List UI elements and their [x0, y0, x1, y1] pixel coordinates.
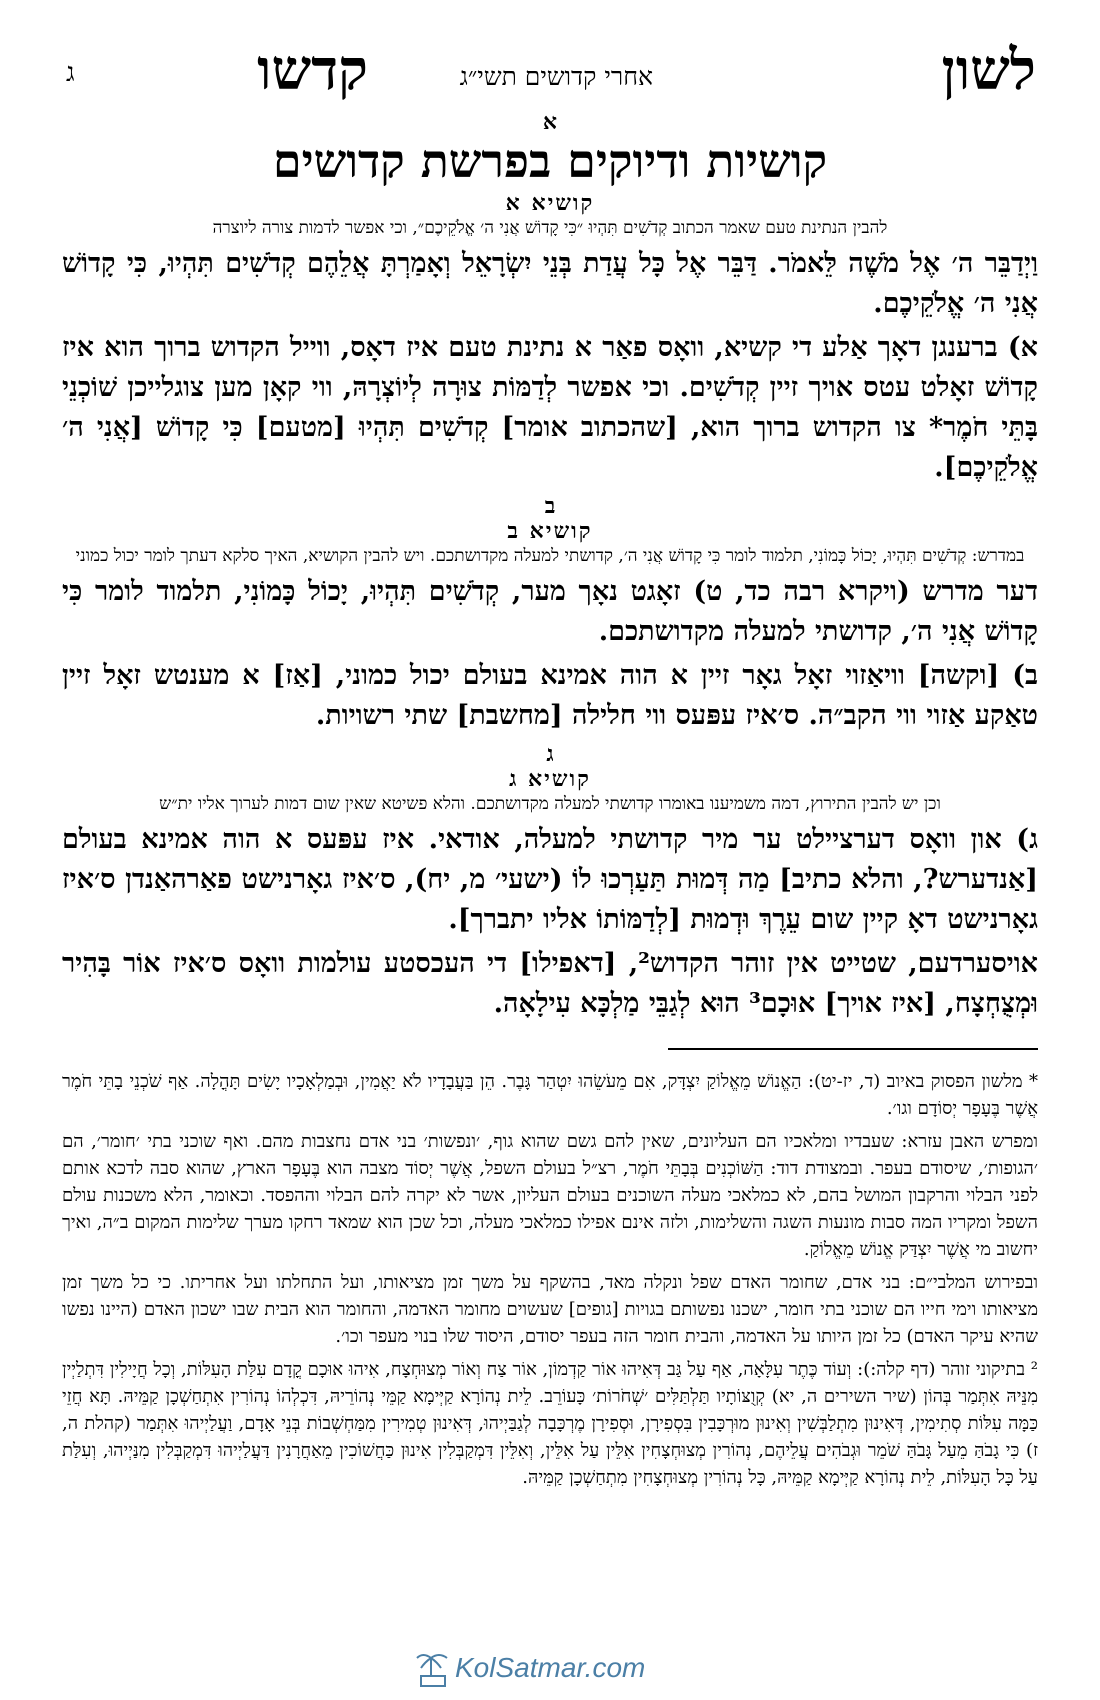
palm-tree-icon — [415, 1648, 449, 1688]
kushya-summary-b: במדרש: קְדֹשִׁים תִּהְיוּ, יָכוֹל כָּמוֹנִי, תלמוד לומר כִּי קָדוֹשׁ אֲנִי ה׳, קדושתי למעלה מקדושתכם. ויש להבין הקושיא, האיך סלקא דעתך לומר יכול כמוני — [75, 546, 1025, 566]
paragraph-b-2: ב) [וקשה] וויאַזוי זאָל גאָר זיין א הוה אמינא בעולם יכול כמוני, [אַז] א מענטש זאָל זיין טאַקע אַזוי ווי הקב״ה. ס׳איז עפּעס ווי חלילה [מחשבת] שתי רשויות. — [62, 660, 1038, 731]
parsha-subtitle: אחרי קדושים תשי״ג — [459, 62, 653, 91]
footnote-1: * מלשון הפסוק באיוב (ד, יז-יט): הַאֱנוֹשׁ מֵאֱלוֹקַ יִצְדָּק, אִם מֵעֹשֵׂהוּ יִטְהַר גָּבֶר. הֵן בַּעֲבָדָיו לֹא יַאֲמִין, וּבְמַלְאָכָיו יָשִׂים תָּהֳלָה. אַף שֹׁכְנֵי בָתֵּי חֹמֶר אֲשֶׁר בֶּעָפָר יְסוֹדָם וגו׳. — [62, 1071, 1038, 1119]
verse-text: וַיְדַבֵּר ה׳ אֶל מֹשֶׁה לֵּאמֹר. דַּבֵּר אֶל כָּל עֲדַת בְּנֵי יִשְׂרָאֵל וְאָמַרְתָּ אֲלֵהֶם קְדֹשִׁים תִּהְיוּ, כִּי קָדוֹשׁ אֲנִי ה׳ אֱלֹקֵיכֶם. — [62, 248, 1038, 319]
kushya-summary-a: להבין הנתינת טעם שאמר הכתוב קְדֹשִׁים תִּהְיוּ ״כִּי קָדוֹשׁ אֲנִי ה׳ אֱלֹקֵיכֶם״, וכי אפשר לדמות צורה ליוצרה — [212, 218, 888, 238]
footnote-4: ² בתיקוני זוהר (דף קלה:): וְעוֹד כֶּתֶר עִלָּאָה, אַף עַל גַּב דְּאִיהוּ אוֹר קַדְמוֹן, אוֹר צַח וְאוֹר מְצוּחְצָח, אִיהוּ אוּכָם קֳדָם עִלַּת הָעִלּוֹת, וְכָל חֲיָילִין דִּתְלַיְין מִנֵּיהּ אִתְּמַר בְּהוֹן (שיר השירים ה, יא) קְוֻצּוֹתָיו תַּלְתַּלִּים ׳שְׁחֹרוֹת׳ כָּעוֹרֵב. לֵית נְהוֹרָא קַיְּימָא קַמֵּי נְהוֹרֵיהּ, דִּכְלְהוֹ נְהוֹרִין אִתְחַשְׁכָן קַמֵּיהּ. תָּא חֲזֵי כַּמָּה עִלּוֹת סְתִימִין, דְּאִינוּן מִתְלַבְּשִׁין וְאִינוּן מוּרְכָּבִין בִּסְפִירָן, וּסְפִירָן מֶרְכָּבָה לְגַבַּיְיהוּ, דְּאִינוּן טְמִירִין מִמַּחְשְׁבוֹת בְּנֵי אָדָם, וַעֲלַיְיהוּ אִתְּמַר (קהלת ה, ז) כִּי גָבֹהַּ מֵעַל גָּבֹהַּ שֹׁמֵר וּגְבֹהִים עֲלֵיהֶם, נְהוֹרִין מְצוּחְצָחִין אִלֵּין עַל אִלֵּין, וְאִלֵּין דִּמְקַבְּלִין אִינוּן כַּחֲשׁוֹכִין מֵאַחֲרָנִין דַּעֲלַיְיהוּ דִּמְקַבְּלִין מִנַּיְיהוּ, וְעִלַּת עַל כָּל הָעִלּוֹת, לֵית נְהוֹרָא קַיְּימָא קַמֵּיהּ, כָּל נְהוֹרִין מְצוּחְצָחִין מִתְחַשְׁכָן קַמֵּיהּ. — [62, 1359, 1038, 1488]
watermark-text: KolSatmar.com — [455, 1652, 646, 1683]
kushya-heading-b: קושיא ב — [507, 518, 593, 544]
footnote-2: ומפרש האבן עזרא: שעבדיו ומלאכיו הם העליונים, שאין להם גשם שהוא גוף, ׳ונפשות׳ בני אדם נחצבות מהם. ואף שוכני בתי ׳חומר׳, הם ׳הגופות׳, שיסודם בעפר. ובמצודת דוד: הַשּׁוֹכְנִים בְּבָתֵּי חֹמֶר, רצ״ל בעולם השפל, אֲשֶׁר יְסוֹד מצבה הוא בֶּעָפָר הארץ, שהוא סבה לדכא אותם לפני הבלוי והרקבון המושל בהם, לא כמלאכי מעלה השוכנים בעולם העליון, אשר לא יקרה להם הבלוי וההפסד. וכאומר, הלא משכנות עולם השפל ומקריו המה סבות מונעות השגה והשלימות, ולזה אינם אפילו כמלאכי מעלה, וכל שכן הוא שמאד רחקו מערך שלימות המקום ב״ה, ואיך יחשוב מי אֲשֶׁר יִצְדַּק אֱנוֹשׁ מֵאֱלוֹקַ. — [62, 1131, 1038, 1260]
kushya-heading-g: קושיא ג — [509, 766, 591, 792]
main-title: קושיות ודיוקים בפרשת קדושים — [272, 134, 828, 188]
kushya-heading-a: קושיא א — [505, 190, 595, 216]
paragraph-b-1: דער מדרש (ויקרא רבה כד, ט) זאָגט נאָך מער, קְדֹשִׁים תִּהְיוּ, יָכוֹל כָּמוֹנִי, תלמוד לומר כִּי קָדוֹשׁ אֲנִי ה׳, קדושתי למעלה מקדושתכם. — [62, 576, 1038, 647]
page-number: ג — [66, 58, 75, 88]
footnote-divider — [668, 1048, 1038, 1050]
page-header — [62, 37, 1038, 110]
kolsatmar-logo — [415, 1648, 645, 1688]
paragraph-a: א) ברענגן דאָך אַלע די קשיא, וואָס פאַר א נתינת טעם איז דאָס, ווייל הקדוש ברוך הוא איז קָדוֹשׁ זאָלט עטס אויך זיין קְדֹשִׁים. וכי אפשר לְדַמּוֹת צוּרָה לְיוֹצְרָהּ, ווי קאָן מען צוגלייכן שׁוֹכְנֵי בָּתֵּי חֹמֶר* צו הקדוש ברוך הוא, [שהכתוב אומר] קְדֹשִׁים תִּהְיוּ [מטעם] כִּי קָדוֹשׁ [אֲנִי ה׳ אֱלֹקֵיכֶם]. — [62, 332, 1038, 483]
kushya-summary-g: וכן יש להבין התירוץ, דמה משמיענו באומרו קדושתי למעלה מקדושתכם. והלא פשיטא שאין שום דמות לערוך אליו ית״ש — [159, 794, 941, 814]
paragraph-g-1: ג) און וואָס דערציילט ער מיר קדושתי למעלה, אודאי. איז עפּעס א הוה אמינא בעולם [אַנדערש?, והלא כתיב] מַה דְּמוּת תַּעַרְכוּ לוֹ (ישעי׳ מ, יח), ס׳איז גאָרנישט פאַרהאַנדן ס׳איז גאָרנישט דאָ קיין שום עֵרֶךְ וּדְמוּת [לְדַמּוֹתוֹ אליו יתברך]. — [62, 824, 1038, 935]
paragraph-g-2: אויסערדעם, שטייט אין זוהר הקדוש², [דאפילו] די העכסטע עולמות וואָס ס׳איז אוֹר בָּהִיר וּמְצֻחְצָח, [איז אויך] אוּכָם³ הוּא לְגַבֵּי מַלְכָּא עִילָאָה. — [62, 948, 1038, 1019]
book-title-word-2: קדשו — [257, 37, 368, 103]
footnote-3: ובפירוש המלבי״ם: בני אדם, שחומר האדם שפל ונקלה מאד, בהשקף על משך זמן מציאותו, ועל התחלתו ועל אחריתו. כי כל משך זמן מציאותו וימי חייו הם שוכני בתי חומר, ישכנו נפשותם בגויות [גופים] שעשוים מחומר האדמה, והחומר הוא הבית שבו ישכון האדם (היינו נפשו שהיא עיקר האדם) כל זמן היותו על האדמה, והבית חומר הזה בעפר יסודם, היסוד שלו בנוי מעפר וכו׳. — [62, 1272, 1038, 1347]
section-letter-a: א — [542, 109, 558, 135]
section-letter-g: ג — [546, 741, 554, 767]
book-title-word-1: לשון — [941, 37, 1036, 103]
section-letter-b: ב — [544, 493, 556, 519]
page — [62, 37, 1038, 1680]
